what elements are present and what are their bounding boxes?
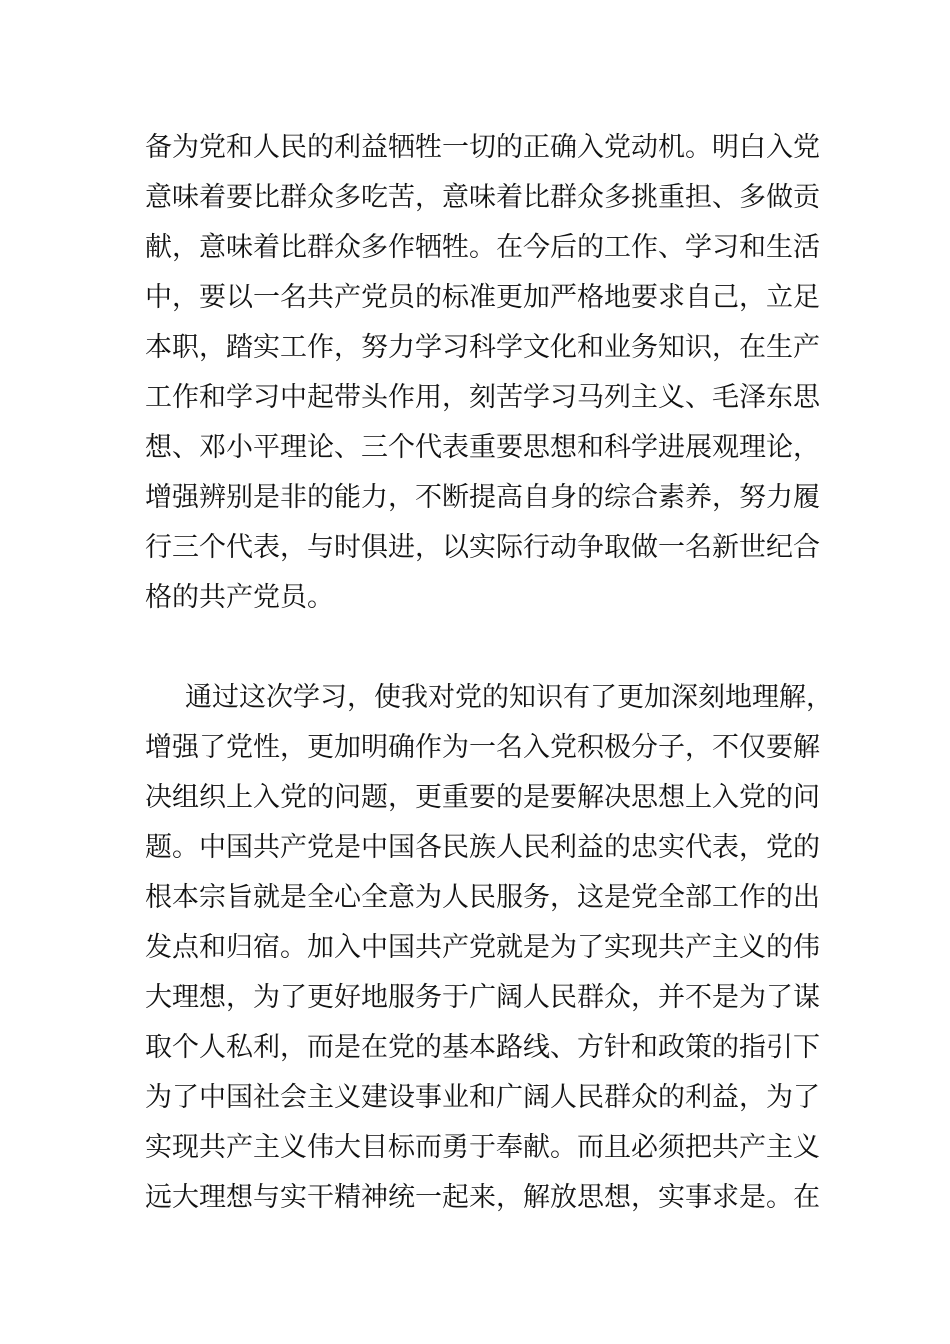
paragraph-2-line: 通过这次学习，使我对党的知识有了更加深刻地理解， — [185, 682, 833, 713]
paragraph-1-line: 意味着要比群众多吃苦，意味着比群众多挑重担、多做贡 — [145, 182, 820, 213]
paragraph-1-line: 增强辨别是非的能力，不断提高自身的综合素养，努力履 — [145, 482, 820, 513]
paragraph-1-line: 工作和学习中起带头作用，刻苦学习马列主义、毛泽东思 — [145, 382, 820, 413]
paragraph-2-line: 题。中国共产党是中国各民族人民利益的忠实代表，党的 — [145, 832, 820, 863]
paragraph-1-line: 格的共产党员。 — [145, 582, 334, 613]
paragraph-1-line: 想、邓小平理论、三个代表重要思想和科学进展观理论， — [145, 432, 820, 463]
paragraph-1-line: 行三个代表，与时俱进，以实际行动争取做一名新世纪合 — [145, 532, 820, 563]
paragraph-2-line: 实现共产主义伟大目标而勇于奉献。而且必须把共产主义 — [145, 1132, 820, 1163]
paragraph-1-line: 备为党和人民的利益牺牲一切的正确入党动机。明白入党 — [145, 132, 820, 163]
paragraph-1-line: 本职，踏实工作，努力学习科学文化和业务知识，在生产 — [145, 332, 820, 363]
paragraph-1-line: 献，意味着比群众多作牺牲。在今后的工作、学习和生活 — [145, 232, 820, 263]
paragraph-2-line: 为了中国社会主义建设事业和广阔人民群众的利益，为了 — [145, 1082, 820, 1113]
paragraph-2-line: 远大理想与实干精神统一起来，解放思想，实事求是。在 — [145, 1182, 820, 1213]
paragraph-2-line: 增强了党性，更加明确作为一名入党积极分子，不仅要解 — [145, 732, 820, 763]
paragraph-2-line: 根本宗旨就是全心全意为人民服务，这是党全部工作的出 — [145, 882, 820, 913]
paragraph-2-line: 发点和归宿。加入中国共产党就是为了实现共产主义的伟 — [145, 932, 820, 963]
paragraph-2-line: 取个人私利，而是在党的基本路线、方针和政策的指引下 — [145, 1032, 820, 1063]
paragraph-2-line: 大理想，为了更好地服务于广阔人民群众，并不是为了谋 — [145, 982, 820, 1013]
paragraph-1-line: 中，要以一名共产党员的标准更加严格地要求自己，立足 — [145, 282, 820, 313]
paragraph-2-line: 决组织上入党的问题，更重要的是要解决思想上入党的问 — [145, 782, 820, 813]
